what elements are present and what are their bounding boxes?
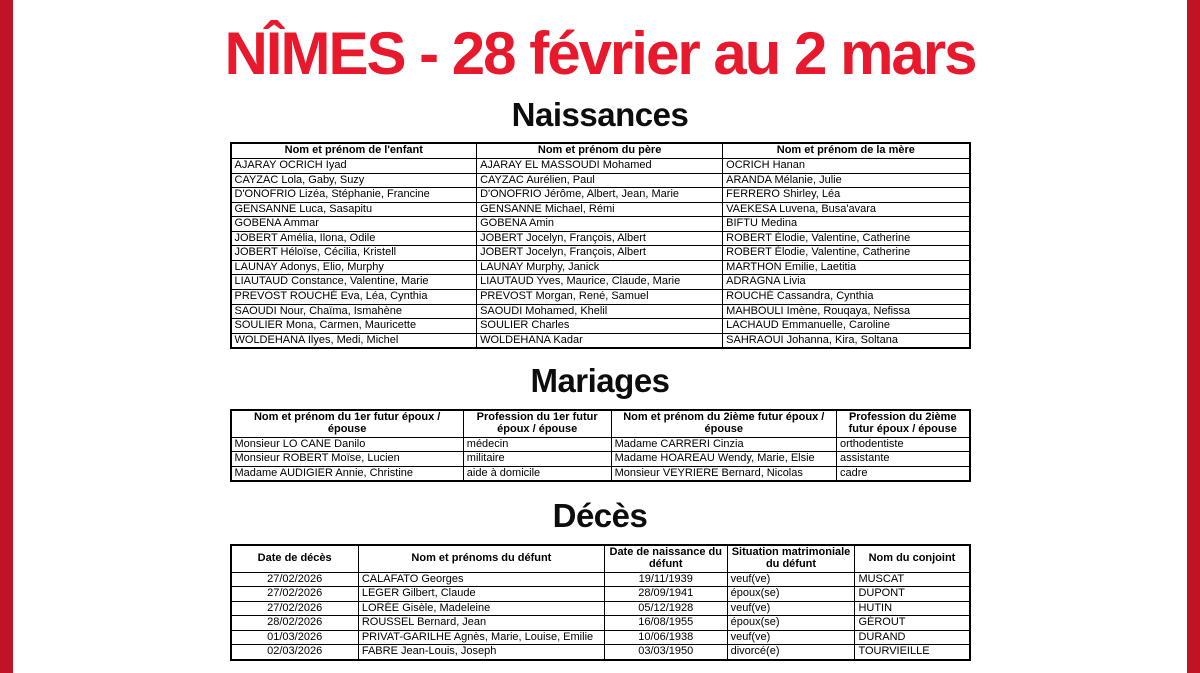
table-cell: PRIVAT-GARILHE Agnès, Marie, Louise, Emilie [358,630,604,645]
table-row [231,630,970,645]
column-header: Situation matrimoniale du défunt [727,545,855,572]
table-cell: 01/03/2026 [231,630,359,645]
column-header: Nom et prénom du père [477,143,723,158]
table-cell: époux(se) [727,616,855,631]
table-cell: OCRICH Hanan [723,159,970,174]
table-cell: MAHBOULI Imène, Rouqaya, Nefissa [723,304,970,319]
table-cell: GOBENA Ammar [231,217,477,232]
table-cell: FABRE Jean-Louis, Joseph [358,645,604,660]
table-row [231,587,970,602]
marriages-table [230,409,971,482]
table-cell: MUSCAT [855,572,970,587]
table-cell: PREVOST Morgan, René, Samuel [477,289,723,304]
table-cell: 03/03/1950 [604,645,727,660]
table-cell: LACHAUD Emmanuelle, Caroline [723,319,970,334]
table-row [231,319,970,334]
table-cell: SOULIER Mona, Carmen, Mauricette [231,319,477,334]
table-cell: ADRAGNA Livia [723,275,970,290]
table-cell: WOLDEHANA Ilyes, Medi, Michel [231,333,477,348]
table-row [231,173,970,188]
table-cell: 02/03/2026 [231,645,359,660]
table-cell: SOULIER Charles [477,319,723,334]
table-cell: CAYZAC Lola, Gaby, Suzy [231,173,477,188]
page-title: NÎMES - 28 février au 2 mars [224,20,976,87]
header-row [231,410,970,437]
births-section-heading: Naissances [511,96,689,134]
table-cell: BIFTU Medina [723,217,970,232]
table-cell: militaire [463,452,611,467]
table-cell: D'ONOFRIO Jérôme, Albert, Jean, Marie [477,188,723,203]
column-header: Date de décès [231,545,359,572]
table-row [231,289,970,304]
table-row [231,601,970,616]
table-cell: DURAND [855,630,970,645]
deaths-table [230,544,971,660]
table-cell: 27/02/2026 [231,601,359,616]
births-table [230,142,971,349]
left-red-edge-bar [0,0,13,673]
table-row [231,188,970,203]
table-cell: Madame AUDIGIER Annie, Christine [231,466,464,481]
table-cell: JOBERT Jocelyn, François, Albert [477,246,723,261]
column-header: Nom et prénoms du défunt [358,545,604,572]
column-header: Nom et prénom de la mère [723,143,970,158]
table-cell: ROBERT Élodie, Valentine, Catherine [723,246,970,261]
table-row [231,159,970,174]
table-cell: 28/09/1941 [604,587,727,602]
column-header: Nom du conjoint [855,545,970,572]
table-cell: MARTHON Emilie, Laetitia [723,260,970,275]
column-header: Nom et prénom du 2ième futur époux / épouse [611,410,836,437]
table-cell: époux(se) [727,587,855,602]
table-cell: CALAFATO Georges [358,572,604,587]
table-row [231,466,970,481]
table-row [231,437,970,452]
table-cell: orthodentiste [836,437,969,452]
table-cell: HUTIN [855,601,970,616]
table-cell: FERRERO Shirley, Léa [723,188,970,203]
header-row [231,143,970,158]
table-cell: GÉROUT [855,616,970,631]
table-row [231,333,970,348]
table-cell: LAUNAY Murphy, Janick [477,260,723,275]
table-cell: 16/08/1955 [604,616,727,631]
table-cell: GOBENA Amin [477,217,723,232]
table-cell: ROUCHÉ Cassandra, Cynthia [723,289,970,304]
marriages-section-heading: Mariages [530,362,670,400]
table-row [231,246,970,261]
table-row [231,275,970,290]
table-row [231,616,970,631]
table-cell: AJARAY OCRICH Iyad [231,159,477,174]
table-cell: PREVOST ROUCHÉ Eva, Léa, Cynthia [231,289,477,304]
column-header: Profession du 1er futur époux / épouse [463,410,611,437]
table-cell: LIAUTAUD Constance, Valentine, Marie [231,275,477,290]
table-cell: veuf(ve) [727,572,855,587]
table-cell: veuf(ve) [727,630,855,645]
table-cell: WOLDEHANA Kadar [477,333,723,348]
table-row [231,231,970,246]
table-cell: ROUSSEL Bernard, Jean [358,616,604,631]
table-cell: D'ONOFRIO Lizéa, Stéphanie, Francine [231,188,477,203]
table-cell: 19/11/1939 [604,572,727,587]
table-row [231,304,970,319]
table-cell: Monsieur LO CANE Danilo [231,437,464,452]
table-cell: 05/12/1928 [604,601,727,616]
table-cell: LAUNAY Adonys, Elio, Murphy [231,260,477,275]
table-cell: Monsieur ROBERT Moïse, Lucien [231,452,464,467]
table-cell: JOBERT Jocelyn, François, Albert [477,231,723,246]
table-cell: LEGER Gilbert, Claude [358,587,604,602]
table-cell: CAYZAC Aurélien, Paul [477,173,723,188]
right-red-edge-bar [1187,0,1200,673]
table-row [231,572,970,587]
table-cell: 10/06/1938 [604,630,727,645]
table-cell: 28/02/2026 [231,616,359,631]
table-cell: JOBERT Amélia, Ilona, Odile [231,231,477,246]
table-row [231,217,970,232]
table-cell: LORÉE Gisèle, Madeleine [358,601,604,616]
table-cell: ARANDA Mélanie, Julie [723,173,970,188]
table-row [231,260,970,275]
table-row [231,645,970,660]
table-cell: veuf(ve) [727,601,855,616]
table-cell: aide à domicile [463,466,611,481]
table-cell: GENSANNE Michael, Rémi [477,202,723,217]
column-header: Nom et prénom de l'enfant [231,143,477,158]
table-cell: SAHRAOUI Johanna, Kira, Soltana [723,333,970,348]
table-cell: 27/02/2026 [231,572,359,587]
table-cell: LIAUTAUD Yves, Maurice, Claude, Marie [477,275,723,290]
table-cell: Monsieur VEYRIERE Bernard, Nicolas [611,466,836,481]
table-cell: cadre [836,466,969,481]
deaths-section-heading: Décès [552,497,648,535]
table-cell: GENSANNE Luca, Sasapitu [231,202,477,217]
table-cell: SAOUDI Nour, Chaïma, Ismahène [231,304,477,319]
column-header: Profession du 2ième futur époux / épouse [836,410,969,437]
column-header: Nom et prénom du 1er futur époux / épouse [231,410,464,437]
table-row [231,452,970,467]
table-cell: divorcé(e) [727,645,855,660]
column-header: Date de naissance du défunt [604,545,727,572]
table-cell: ROBERT Élodie, Valentine, Catherine [723,231,970,246]
table-cell: AJARAY EL MASSOUDI Mohamed [477,159,723,174]
header-row [231,545,970,572]
table-cell: médecin [463,437,611,452]
table-cell: TOURVIEILLE [855,645,970,660]
table-row [231,202,970,217]
table-cell: Madame CARRERI Cinzia [611,437,836,452]
table-cell: 27/02/2026 [231,587,359,602]
table-cell: Madame HOAREAU Wendy, Marie, Elsie [611,452,836,467]
table-cell: SAOUDI Mohamed, Khelil [477,304,723,319]
table-cell: DUPONT [855,587,970,602]
table-cell: JOBERT Héloïse, Cécilia, Kristell [231,246,477,261]
table-cell: VAEKESA Luvena, Busa'avara [723,202,970,217]
table-cell: assistante [836,452,969,467]
